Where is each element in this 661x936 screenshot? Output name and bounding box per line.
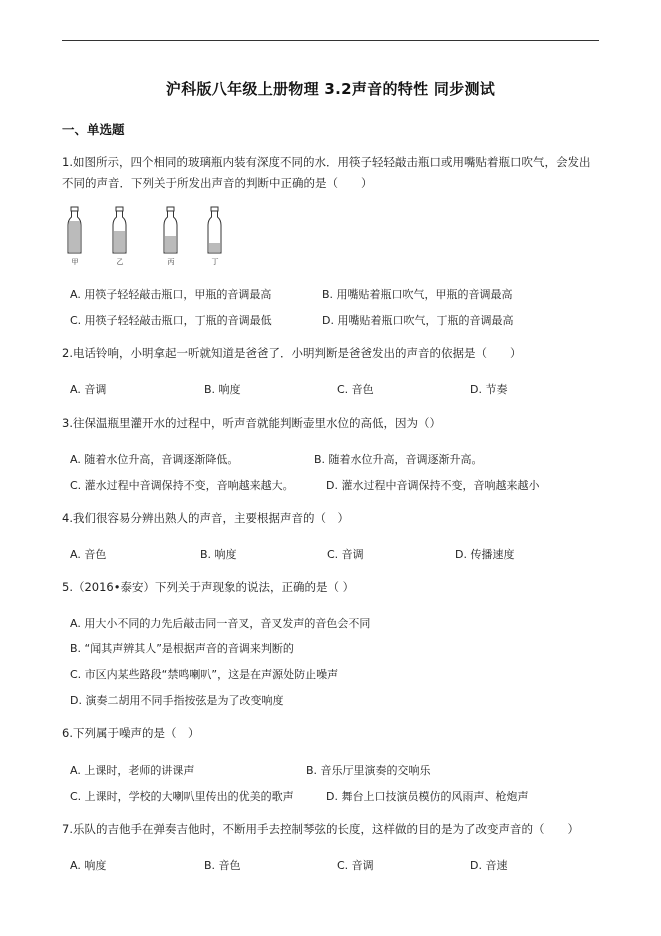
bottle-bing — [164, 207, 177, 253]
question-2-stem: 2.电话铃响，小明拿起一听就知道是爸爸了．小明判断是爸爸发出的声音的依据是（ ） — [62, 346, 522, 360]
q7-option-a[interactable]: A. 响度 — [70, 859, 107, 872]
q4-option-d[interactable]: D. 传播速度 — [455, 548, 515, 561]
bottle-jia — [68, 207, 81, 253]
q4-option-c[interactable]: C. 音调 — [327, 548, 364, 561]
question-1-line-1: 1.如图所示，四个相同的玻璃瓶内装有深度不同的水．用筷子轻轻敲击瓶口或用嘴贴着瓶口吹气，会发出 — [62, 155, 591, 169]
q6-option-c[interactable]: C. 上课时，学校的大喇叭里传出的优美的歌声 — [70, 790, 294, 803]
q1-option-b[interactable]: B. 用嘴贴着瓶口吹气，甲瓶的音调最高 — [322, 288, 513, 301]
question-6-stem: 6.下列属于噪声的是（ ） — [62, 726, 200, 740]
q1-option-c[interactable]: C. 用筷子轻轻敲击瓶口，丁瓶的音调最低 — [70, 314, 272, 327]
q2-option-c[interactable]: C. 音色 — [337, 383, 374, 396]
q3-option-b[interactable]: B. 随着水位升高，音调逐渐升高。 — [314, 453, 483, 466]
q6-option-b[interactable]: B. 音乐厅里演奏的交响乐 — [306, 764, 431, 777]
question-4-stem: 4.我们很容易分辨出熟人的声音，主要根据声音的（ ） — [62, 511, 349, 525]
q4-option-a[interactable]: A. 音色 — [70, 548, 107, 561]
q1-option-a[interactable]: A. 用筷子轻轻敲击瓶口，甲瓶的音调最高 — [70, 288, 272, 301]
question-3-stem: 3.往保温瓶里灌开水的过程中，听声音就能判断壶里水位的高低，因为（） — [62, 416, 441, 430]
bottle-ding — [208, 207, 221, 253]
q5-option-a[interactable]: A. 用大小不同的力先后敲击同一音叉，音叉发声的音色会不同 — [70, 617, 371, 630]
q5-option-c[interactable]: C. 市区内某些路段“禁鸣喇叭”，这是在声源处防止噪声 — [70, 668, 339, 681]
header-rule — [62, 40, 599, 41]
bottle-label-bing: 丙 — [167, 258, 175, 266]
question-1-line-2: 不同的声音．下列关于所发出声音的判断中正确的是（ ） — [62, 176, 373, 190]
q4-option-b[interactable]: B. 响度 — [200, 548, 237, 561]
q2-option-a[interactable]: A. 音调 — [70, 383, 107, 396]
question-5-stem: 5.（2016•泰安）下列关于声现象的说法，正确的是（ ） — [62, 580, 355, 594]
q2-option-b[interactable]: B. 响度 — [204, 383, 241, 396]
q6-option-a[interactable]: A. 上课时，老师的讲课声 — [70, 764, 195, 777]
question-7-stem: 7.乐队的吉他手在弹奏吉他时，不断用手去控制琴弦的长度，这样做的目的是为了改变声音的（ ） — [62, 822, 579, 836]
section-heading: 一、单选题 — [62, 122, 125, 137]
q3-option-a[interactable]: A. 随着水位升高，音调逐渐降低。 — [70, 453, 239, 466]
q5-option-b[interactable]: B. “闻其声辨其人”是根据声音的音调来判断的 — [70, 642, 294, 655]
bottle-label-ding: 丁 — [211, 258, 219, 266]
q7-option-c[interactable]: C. 音调 — [337, 859, 374, 872]
q5-option-d[interactable]: D. 演奏二胡用不同手指按弦是为了改变响度 — [70, 694, 284, 707]
page-title: 沪科版八年级上册物理 3.2声音的特性 同步测试 — [165, 80, 496, 98]
q7-option-b[interactable]: B. 音色 — [204, 859, 241, 872]
q3-option-d[interactable]: D. 灌水过程中音调保持不变，音响越来越小 — [326, 479, 540, 492]
question-1-stem — [62, 152, 603, 194]
bottles-figure — [66, 205, 236, 267]
bottle-label-jia: 甲 — [71, 258, 79, 266]
q6-option-d[interactable]: D. 舞台上口技演员模仿的风雨声、枪炮声 — [326, 790, 529, 803]
bottle-yi — [113, 207, 126, 253]
bottle-label-yi: 乙 — [116, 258, 124, 266]
q1-option-d[interactable]: D. 用嘴贴着瓶口吹气，丁瓶的音调最高 — [322, 314, 514, 327]
q3-option-c[interactable]: C. 灌水过程中音调保持不变，音响越来越大。 — [70, 479, 294, 492]
q7-option-d[interactable]: D. 音速 — [470, 859, 508, 872]
q2-option-d[interactable]: D. 节奏 — [470, 383, 508, 396]
